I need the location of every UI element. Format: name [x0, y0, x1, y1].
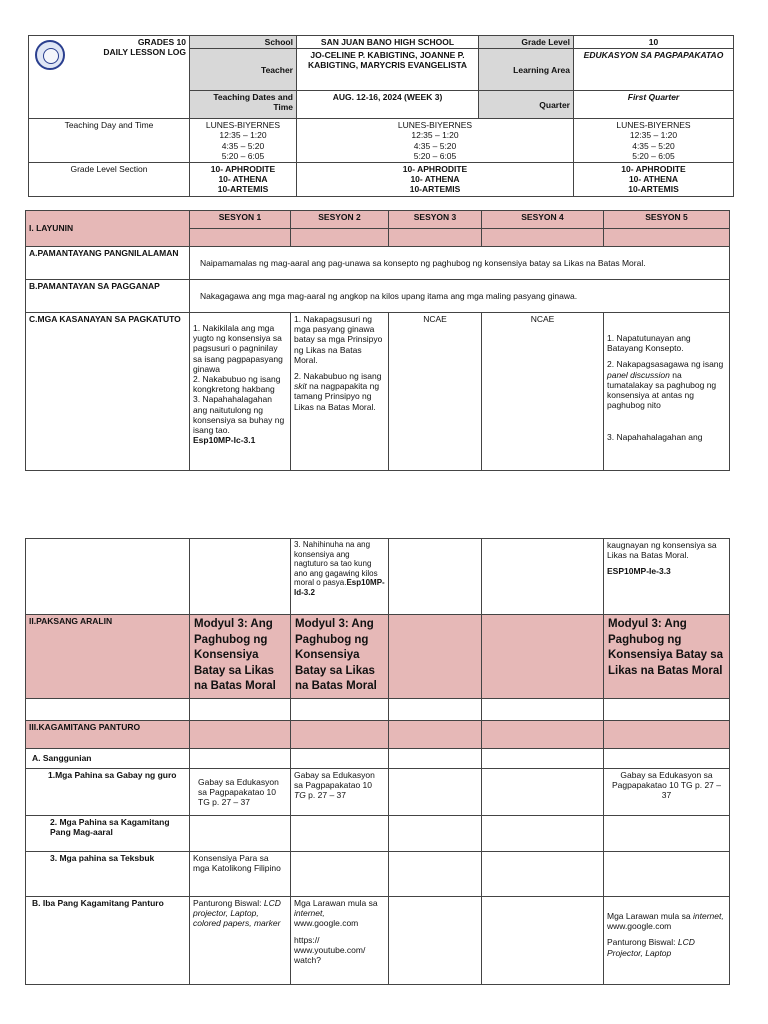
teacher-label: Teacher: [190, 49, 297, 91]
gabay-guro-s1: Gabay sa Edukasyon sa Pagpapakatao 10 TG p. 27 – 37: [190, 769, 291, 816]
school-value: SAN JUAN BANO HIGH SCHOOL: [297, 36, 479, 49]
kasanayan-s5: [604, 313, 730, 471]
day-time-col2: LUNES-BIYERNES 12:35 – 1:20 4:35 – 5:20 5:20 – 6:05: [297, 119, 574, 163]
text-run-italic: internet,: [294, 908, 325, 919]
gabay-guro-s5: Gabay sa Edukasyon sa Pagpapakatao 10 TG p. 27 – 37: [604, 769, 730, 816]
page2-table: [25, 538, 730, 985]
iba-pang-kagamitan-s1: [190, 897, 291, 985]
layunin-label: I. LAYUNIN: [26, 211, 190, 247]
kasanayan-s4: NCAE: [482, 313, 604, 471]
section-label: Grade Level Section: [29, 162, 190, 196]
teacher-value: JO-CELINE P. KABIGTING, JOANNE P. KABIGTING, MARYCRIS EVANGELISTA: [297, 49, 479, 91]
blank-cell: [389, 897, 482, 985]
blank-cell: [291, 816, 389, 852]
text-run: Panturong Biswal:: [193, 898, 264, 908]
paksa-s3: [389, 615, 482, 699]
kagamitang-mag-aaral-label: 2. Mga Pahina sa Kagamitang Pang Mag-aaral: [26, 816, 190, 852]
blank-cell: [190, 816, 291, 852]
blank-cell: [291, 699, 389, 721]
blank-cell: [604, 852, 730, 897]
text-run: 2. Nakabubuo ng isang: [294, 370, 382, 381]
grade-level-value: 10: [574, 36, 734, 49]
kasanayan-s2-item1: 1. Nakapagsusuri ng mga pasyang ginawa batay sa mga Prinsipyo ng Likas na Batas Moral.: [294, 314, 383, 365]
text-run-italic: LCD Projector, Laptop: [607, 937, 695, 958]
blank-cell: [291, 749, 389, 769]
kasanayan-s5-item1: 1. Napatutunayan ang Batayang Konsepto.: [607, 333, 691, 354]
day-time-label: Teaching Day and Time: [29, 119, 190, 163]
blank-cell: [190, 749, 291, 769]
section-col2: 10- APHRODITE 10- ATHENA 10-ARTEMIS: [297, 162, 574, 196]
text-run-italic: panel discussion: [607, 369, 670, 380]
kagamitang-panturo-label: III.KAGAMITANG PANTURO: [26, 721, 190, 749]
school-label: School: [190, 36, 297, 49]
dates-value: AUG. 12-16, 2024 (WEEK 3): [297, 91, 479, 119]
continued-s2-text: 3. Nahihinuha na ang konsensiya ang nagtuturo sa tao kung ano ang gagawing kilos moral o pasya.: [294, 540, 378, 588]
continued-s5: [604, 539, 730, 615]
dll-title-2: DAILY LESSON LOG: [103, 47, 186, 58]
school-logo-cell: [29, 36, 190, 119]
blank-cell: [389, 769, 482, 816]
pamantayang-pangnilalaman-label: A.PAMANTAYANG PANGNILALAMAN: [26, 247, 190, 280]
deped-seal-icon: [35, 40, 65, 70]
iba-pang-kagamitan-s5: [604, 897, 730, 985]
day-time-col1: LUNES-BIYERNES 12:35 – 1:20 4:35 – 5:20 5:20 – 6:05: [190, 119, 297, 163]
section-col1: 10- APHRODITE 10- ATHENA 10-ARTEMIS: [190, 162, 297, 196]
paksa-s1: Modyul 3: Ang Paghubog ng Konsensiya Batay sa Likas na Batas Moral: [190, 615, 291, 699]
blank-cell: [482, 852, 604, 897]
text-run: na nagpapakita ng tamang Prinsipyo ng Likas na Batas Moral.: [294, 381, 380, 412]
continued-s5-code: ESP10MP-Ie-3.3: [607, 566, 671, 577]
continued-s4: [482, 539, 604, 615]
pink-blank: [291, 229, 389, 247]
kasanayan-s1-item1: 1. Nakikilala ang mga yugto ng konsensiya sa pagsusuri o pagninilay sa isang pagpapasyang ginawa: [193, 323, 283, 374]
pink-blank: [482, 721, 604, 749]
session-1-header: SESYON 1: [190, 211, 291, 229]
pamantayan-sa-pagganap-text: Nakagagawa ang mga mag-aaral ng angkop na kilos upang itama ang mga maling pasyang ginawa.: [190, 280, 730, 313]
grade-level-label: Grade Level: [479, 36, 574, 49]
continued-s5-text: kaugnayan ng konsensiya sa Likas na Batas Moral.: [607, 540, 717, 561]
kasanayan-s2-item2: [294, 371, 385, 412]
pink-blank: [389, 721, 482, 749]
kasanayan-label: C.MGA KASANAYAN SA PAGKATUTO: [26, 313, 190, 471]
kasanayan-s5-item2: [607, 359, 726, 410]
continued-label-cell: [26, 539, 190, 615]
pink-blank: [604, 229, 730, 247]
blank-cell: [190, 699, 291, 721]
iba-pang-kagamitan-s2: [291, 897, 389, 985]
learning-area-value: EDUKASYON SA PAGPAPAKATAO: [574, 49, 734, 91]
blank-cell: [604, 816, 730, 852]
pamantayan-sa-pagganap-label: B.PAMANTAYAN SA PAGGANAP: [26, 280, 190, 313]
blank-cell: [482, 816, 604, 852]
session-2-header: SESYON 2: [291, 211, 389, 229]
text-run: 2. Nakapagsasagawa ng isang: [607, 359, 724, 370]
paksang-aralin-label: II.PAKSANG ARALIN: [26, 615, 190, 699]
section-col3: 10- APHRODITE 10- ATHENA 10-ARTEMIS: [574, 162, 734, 196]
iba-pang-kagamitan-label: B. Iba Pang Kagamitang Panturo: [26, 897, 190, 985]
teksbuk-label: 3. Mga pahina sa Teksbuk: [26, 852, 190, 897]
kasanayan-s1-code: Esp10MP-Ic-3.1: [193, 435, 256, 446]
pink-blank: [190, 229, 291, 247]
layunin-table: [25, 210, 730, 471]
dll-title-1: GRADES 10: [137, 37, 186, 47]
continued-s2-code: Esp10MP-Id-3.2: [294, 578, 385, 597]
blank-cell: [389, 699, 482, 721]
paksa-s2: Modyul 3: Ang Paghubog ng Konsensiya Batay sa Likas na Batas Moral: [291, 615, 389, 699]
pamantayang-pangnilalaman-text: Naipamamalas ng mag-aaral ang pag-unawa sa konsepto ng paghubog ng konsensiya batay sa Likas na Batas Moral.: [190, 247, 730, 280]
blank-cell: [389, 816, 482, 852]
continued-s2: [291, 539, 389, 615]
text-run-italic: TG: [294, 790, 306, 801]
kasanayan-s5-item3: 3. Napahahalagahan ang: [607, 432, 703, 443]
day-time-col3: LUNES-BIYERNES 12:35 – 1:20 4:35 – 5:20 5:20 – 6:05: [574, 119, 734, 163]
kasanayan-s1-item2: 2. Nakabubuo ng isang kongkretong hakbang: [193, 373, 281, 395]
text-run: na tumatalakay sa paghubog ng konsensiya at antas ng paghubog nito: [607, 369, 717, 411]
header-table: [28, 35, 734, 197]
paksa-s5: Modyul 3: Ang Paghubog ng Konsensiya Batay sa Likas na Batas Moral: [604, 615, 730, 699]
pink-blank: [604, 721, 730, 749]
text-run-italic: internet,: [693, 911, 724, 921]
text-run: Panturong Biswal:: [607, 937, 678, 948]
continued-s3: [389, 539, 482, 615]
text-run-italic: LCD projector, Laptop, colored papers, marker: [193, 898, 281, 929]
teksbuk-s1: Konsensiya Para sa mga Katolikong Filipino: [190, 852, 291, 897]
kasanayan-s3: NCAE: [389, 313, 482, 471]
blank-cell: [291, 852, 389, 897]
sanggunian-label: A. Sanggunian: [26, 749, 190, 769]
blank-cell: [604, 699, 730, 721]
kasanayan-s2: [291, 313, 389, 471]
gabay-guro-label: 1.Mga Pahina sa Gabay ng guro: [26, 769, 190, 816]
session-4-header: SESYON 4: [482, 211, 604, 229]
blank-cell: [26, 699, 190, 721]
kasanayan-s1: [190, 313, 291, 471]
blank-cell: [389, 852, 482, 897]
pink-blank: [291, 721, 389, 749]
text-run: www.google.com: [294, 918, 359, 929]
quarter-value: First Quarter: [574, 91, 734, 119]
pink-blank: [389, 229, 482, 247]
continued-s1: [190, 539, 291, 615]
blank-cell: [482, 897, 604, 985]
youtube-link-text: https:// www.youtube.com/ watch?: [294, 934, 366, 965]
session-5-header: SESYON 5: [604, 211, 730, 229]
learning-area-label: Learning Area: [479, 49, 574, 91]
blank-cell: [604, 749, 730, 769]
text-run: Mga Larawan mula sa: [294, 898, 378, 908]
pink-blank: [482, 229, 604, 247]
blank-cell: [482, 699, 604, 721]
blank-cell: [389, 749, 482, 769]
text-run: www.google.com: [607, 921, 672, 932]
blank-cell: [482, 769, 604, 816]
pink-blank: [190, 721, 291, 749]
quarter-label: Quarter: [479, 91, 574, 119]
dates-label: Teaching Dates and Time: [190, 91, 297, 119]
paksa-s4: [482, 615, 604, 699]
blank-cell: [482, 749, 604, 769]
text-run: Gabay sa Edukasyon sa Pagpapakatao 10: [294, 770, 375, 791]
text-run-italic: skit: [294, 381, 307, 392]
kasanayan-s1-item3: 3. Napahahalagahan ang naitutulong ng konsensiya sa buhay ng isang tao.: [193, 394, 285, 435]
gabay-guro-s2: [291, 769, 389, 816]
session-3-header: SESYON 3: [389, 211, 482, 229]
text-run: Mga Larawan mula sa: [607, 911, 693, 921]
text-run: p. 27 – 37: [305, 790, 346, 801]
